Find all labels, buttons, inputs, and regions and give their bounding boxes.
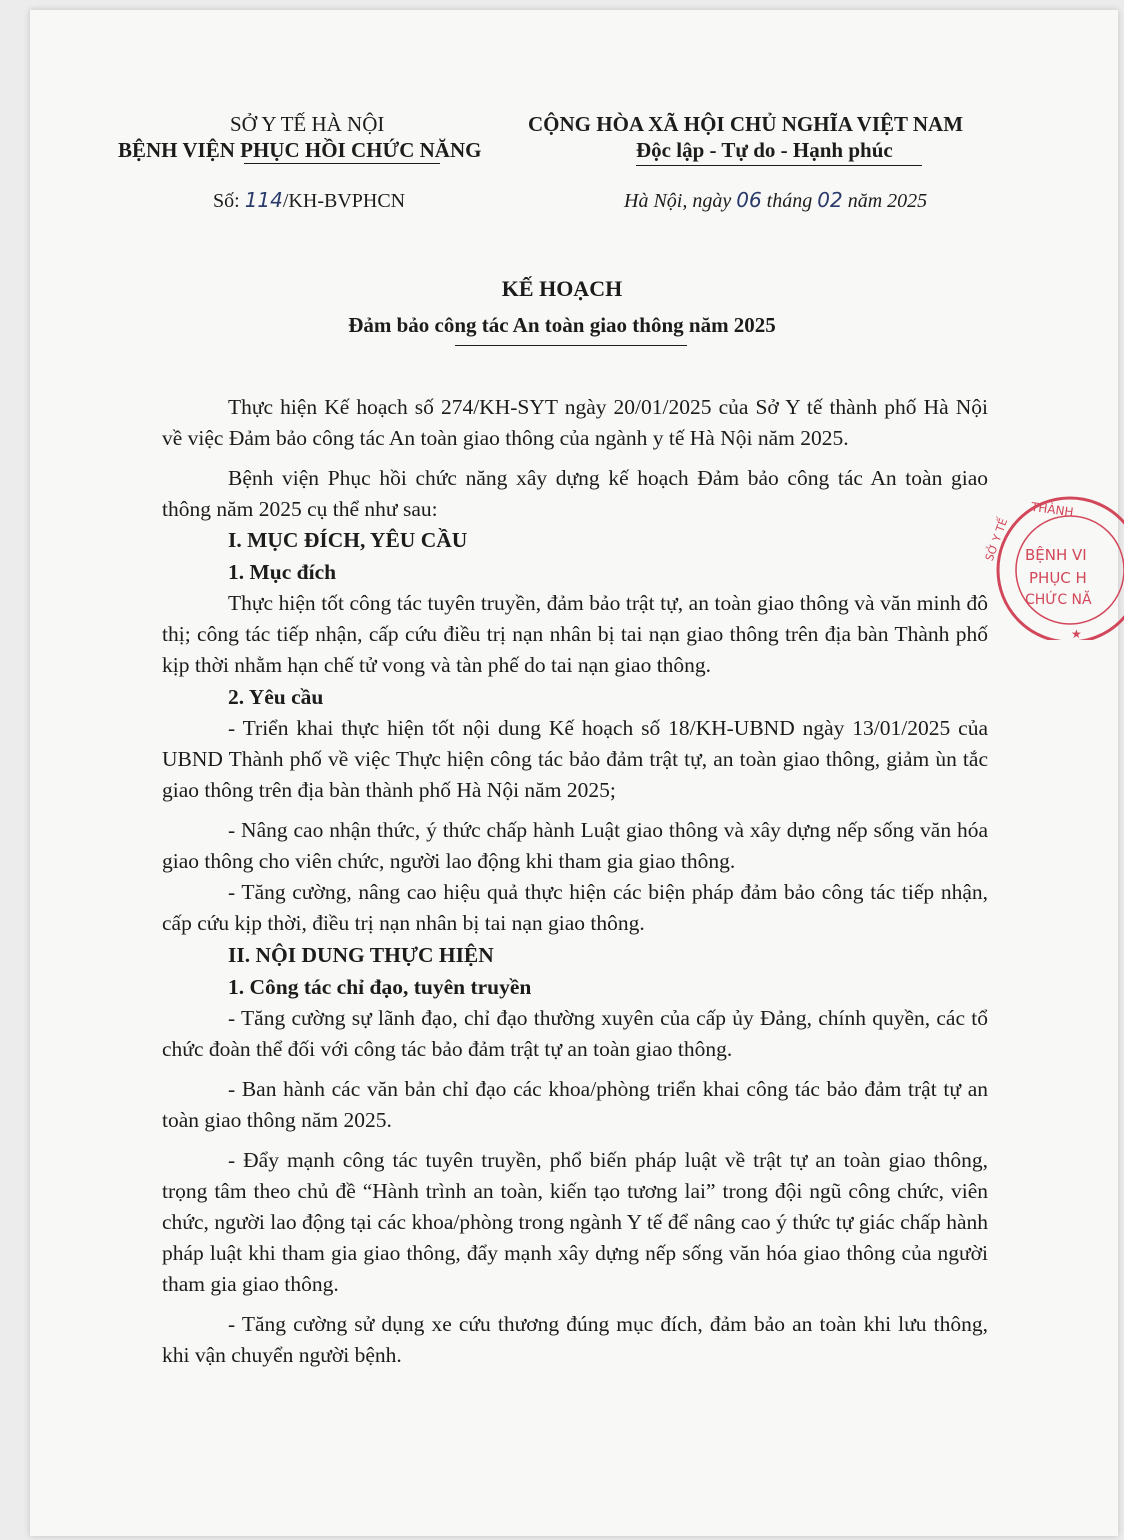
paragraph-direction-2: - Ban hành các văn bản chỉ đạo các khoa/phòng triển khai công tác bảo đảm trật tự an toàn giao thông năm 2025. <box>162 1077 988 1132</box>
svg-text:SỞ Y TẾ: SỞ Y TẾ <box>985 516 1011 563</box>
agency-name: SỞ Y TẾ HÀ NỘI <box>230 112 385 136</box>
national-motto: Độc lập - Tự do - Hạnh phúc <box>636 138 893 162</box>
document-subtitle: Đảm bảo công tác An toàn giao thông năm 2025 <box>348 313 776 337</box>
red-stamp-seal <box>985 490 1124 640</box>
handwritten-month: 02 <box>817 188 843 212</box>
svg-text:BỆNH VI: BỆNH VI <box>1025 546 1087 564</box>
motto-underline <box>636 165 922 166</box>
paragraph-intro: Thực hiện Kế hoạch số 274/KH-SYT ngày 20/01/2025 của Sở Y tế thành phố Hà Nội về việc Đảm bảo công tác An toàn giao thông của ngành y tế Hà Nội năm 2025. <box>162 395 988 450</box>
paragraph-requirement-2: - Nâng cao nhận thức, ý thức chấp hành Luật giao thông và xây dựng nếp sống văn hóa giao thông cho viên chức, người lao động khi tham gia giao thông. <box>162 818 988 873</box>
svg-text:PHỤC H: PHỤC H <box>1029 569 1087 587</box>
paragraph-requirement-3: - Tăng cường, nâng cao hiệu quả thực hiện các biện pháp đảm bảo công tác tiếp nhận, cấp cứu kịp thời, điều trị nạn nhân bị tai nạn giao thông. <box>162 880 988 935</box>
svg-text:★: ★ <box>1071 627 1082 640</box>
paragraph-direction-3: - Đẩy mạnh công tác tuyên truyền, phổ biến pháp luật về trật tự an toàn giao thông, trọng tâm theo chủ đề “Hành trình an toàn, kiến tạo tương lai” trong đội ngũ công chức, viên chức, người lao động tại các khoa/phòng trong ngành Y tế để nâng cao ý thức tự giác chấp hành pháp luật khi tham gia giao thông, đẩy mạnh xây dựng nếp sống văn hóa giao thông của người tham gia giao thông. <box>162 1148 988 1296</box>
svg-text:THÀNH: THÀNH <box>1030 499 1075 520</box>
handwritten-number: 114 <box>244 188 283 212</box>
paragraph-purpose: Thực hiện tốt công tác tuyên truyền, đảm bảo trật tự, an toàn giao thông và văn minh đô thị; công tác tiếp nhận, cấp cứu điều trị nạn nhân bị tai nạn giao thông trên địa bàn Thành phố kịp thời nhằm hạn chế tử vong và tàn phế do tai nạn giao thông. <box>162 591 988 677</box>
document-body <box>162 392 988 1371</box>
section-heading-2: II. NỘI DUNG THỰC HIỆN <box>228 943 494 967</box>
paragraph-plan-intro: Bệnh viện Phục hồi chức năng xây dựng kế hoạch Đảm bảo công tác An toàn giao thông năm 2025 cụ thể như sau: <box>162 466 988 521</box>
paragraph-requirement-1: - Triển khai thực hiện tốt nội dung Kế hoạch số 18/KH-UBND ngày 13/01/2025 của UBND Thành phố về việc Thực hiện công tác bảo đảm trật tự, an toàn giao thông, giảm ùn tắc giao thông trên địa bàn thành phố Hà Nội năm 2025; <box>162 716 988 802</box>
document-title: KẾ HOẠCH <box>501 276 623 301</box>
document-number: Số: 114/KH-BVPHCN <box>213 188 406 212</box>
svg-text:CHỨC NĂ: CHỨC NĂ <box>1025 592 1092 608</box>
country-name: CỘNG HÒA XÃ HỘI CHỦ NGHĨA VIỆT NAM <box>528 112 964 136</box>
paragraph-direction-4: - Tăng cường sử dụng xe cứu thương đúng mục đích, đảm bảo an toàn khi lưu thông, khi vận chuyển người bệnh. <box>162 1312 988 1367</box>
title-underline <box>455 345 687 346</box>
document-date: Hà Nội, ngày 06 tháng 02 năm 2025 <box>624 188 928 212</box>
section-heading-1: I. MỤC ĐÍCH, YÊU CẦU <box>228 528 468 552</box>
subsection-requirements: 2. Yêu cầu <box>228 685 324 709</box>
hospital-underline <box>244 163 440 164</box>
paragraph-direction-1: - Tăng cường sự lãnh đạo, chỉ đạo thường xuyên của cấp ủy Đảng, chính quyền, các tổ chức đoàn thể đối với công tác bảo đảm trật tự an toàn giao thông. <box>162 1006 988 1061</box>
subsection-direction: 1. Công tác chỉ đạo, tuyên truyền <box>228 975 532 999</box>
subsection-purpose: 1. Mục đích <box>228 560 337 584</box>
handwritten-day: 06 <box>736 188 762 212</box>
hospital-name: BỆNH VIỆN PHỤC HỒI CHỨC NĂNG <box>118 138 482 162</box>
stamp-graphic <box>985 490 1124 640</box>
